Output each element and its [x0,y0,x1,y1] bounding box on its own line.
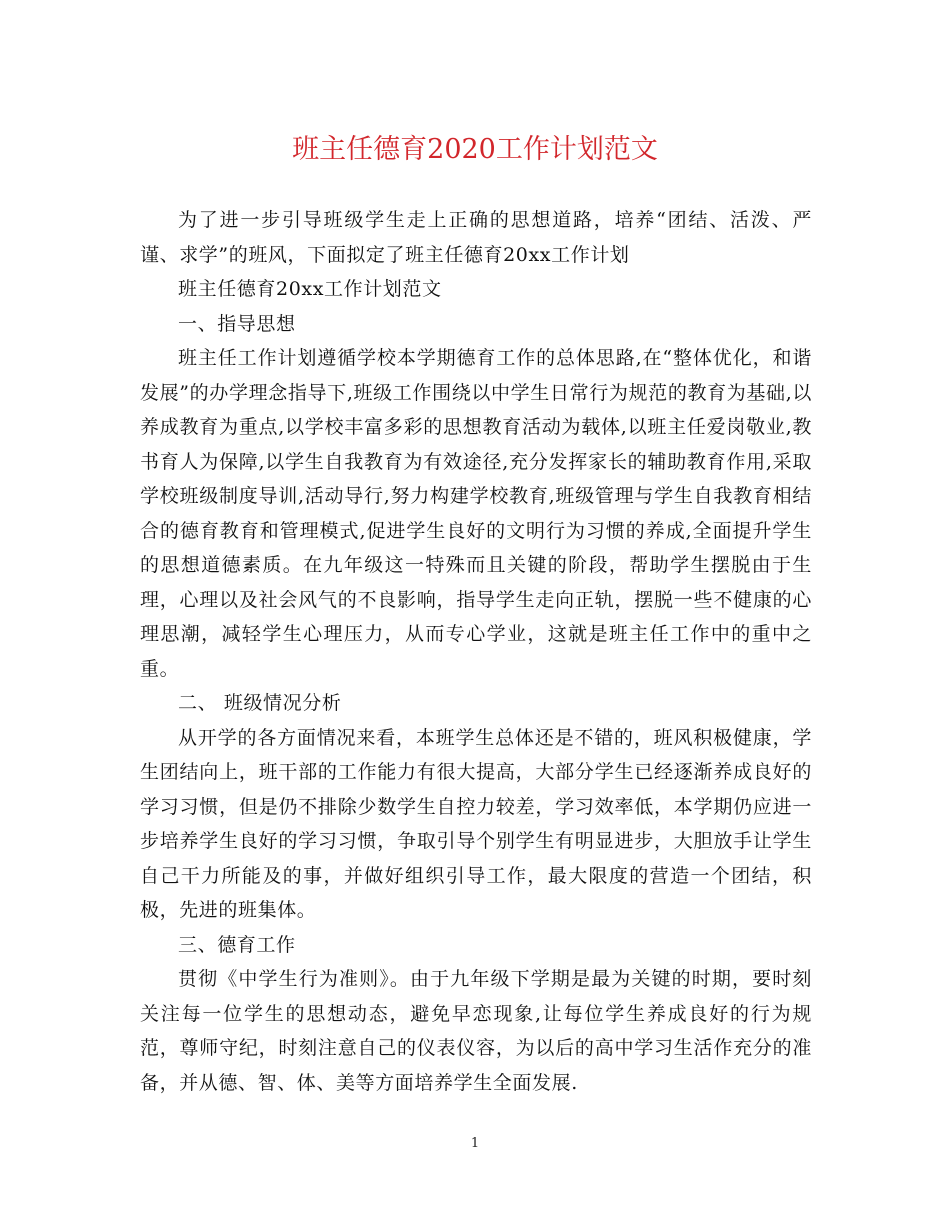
document-body [140,203,812,1100]
moral-education-paragraph: 贯彻《中学生行为准则》。由于九年级下学期是最为关键的时期，要时刻关注每一位学生的思想动态，避免早恋现象,让每位学生养成良好的行为规范，尊师守纪，时刻注意自己的仪表仪容，为以后的高中学习生活作充分的准备，并从德、智、体、美等方面培养学生全面发展. [140,968,812,1094]
subtitle-line: 班主任德育20xx工作计划范文 [178,278,442,300]
section-heading-moral-education: 三、德育工作 [178,933,296,956]
class-analysis-paragraph: 从开学的各方面情况来看，本班学生总体还是不错的，班风积极健康，学生团结向上，班干部的工作能力有很大提高，大部分学生已经逐渐养成良好的学习习惯，但是仍不排除少数学生自控力较差，学习效率低，本学期仍应进一步培养学生良好的学习习惯，争取引导个别学生有明显进步，大胆放手让学生自己干力所能及的事，并做好组织引导工作，最大限度的营造一个团结，积极，先进的班集体。 [140,726,812,921]
section-heading-class-analysis: 二、 班级情况分析 [178,692,342,714]
document-title: 班主任德育2020工作计划范文 [292,134,658,165]
guiding-thought-paragraph: 班主任工作计划遵循学校本学期德育工作的总体思路,在“整体优化，和谐发展”的办学理念指导下,班级工作围绕以中学生日常行为规范的教育为基础,以养成教育为重点,以学校丰富多彩的思想教育活动为载体,以班主任爱岗敬业,教书育人为保障,以学生自我教育为有效途径,充分发挥家长的辅助教育作用,采取学校班级制度导训,活动导行,努力构建学校教育,班级管理与学生自我教育相结合的德育教育和管理模式,促进学生良好的文明行为习惯的养成,全面提升学生的思想道德素质。在九年级这一特殊而且关键的阶段，帮助学生摆脱由于生理，心理以及社会风气的不良影响，指导学生走向正轨，摆脱一些不健康的心理思潮，减轻学生心理压力，从而专心学业，这就是班主任工作中的重中之重。 [140,347,812,680]
intro-paragraph: 为了进一步引导班级学生走上正确的思想道路，培养“团结、活泼、严谨、求学”的班风，下面拟定了班主任德育20xx工作计划 [140,209,812,266]
section-heading-guiding-thought: 一、指导思想 [178,312,296,335]
page-number: 1 [470,1136,480,1151]
